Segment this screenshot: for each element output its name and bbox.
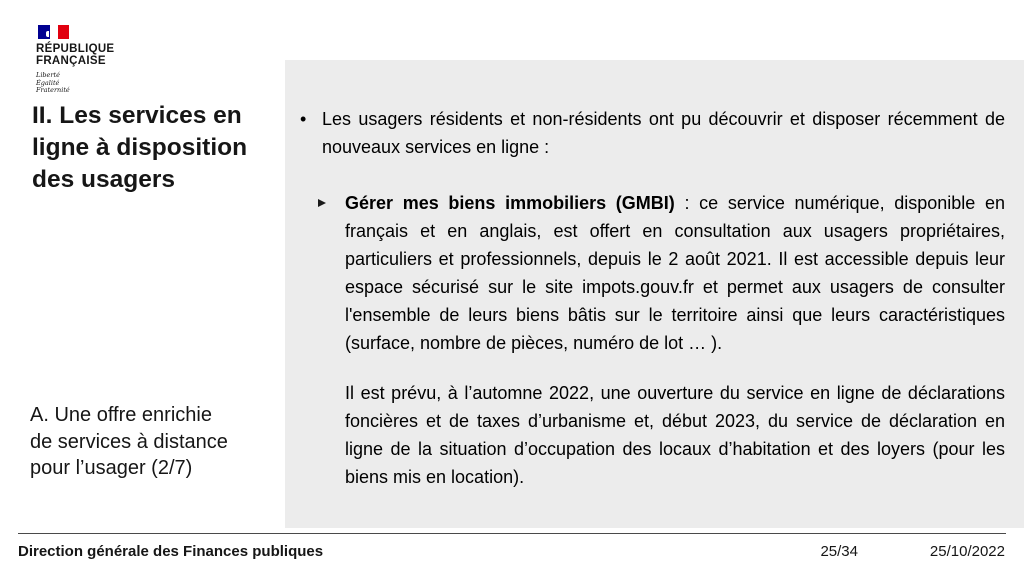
- motto-egalite: Égalité: [36, 78, 60, 87]
- logo-motto: [36, 72, 114, 95]
- gmbi-rest: : ce service numérique, disponible en français et en anglais, est offert en consultation aux usagers propriétaires, particuliers et professionnels, depuis le 2 août 2021. Il est accessible depuis leur espace sécurisé sur le site impots.gouv.fr et permet aux usagers de consulter l'ensemble de leurs biens bâtis sur le territoire ainsi que leurs caractéristiques (surface, nombre de pièces, numéro de lot … ).: [345, 193, 1006, 353]
- page-number: 25/34: [820, 543, 858, 560]
- footer-organization: Direction générale des Finances publiques: [18, 543, 324, 560]
- section-title: II. Les services en ligne à disposition des usagers: [32, 102, 248, 193]
- logo-wordmark: [36, 43, 114, 67]
- gmbi-text: [345, 189, 1005, 357]
- french-flag-icon: [38, 25, 69, 39]
- republique-francaise-logo: [36, 25, 114, 95]
- intro-text: Les usagers résidents et non-résidents ont pu découvrir et disposer récemment de nouveaux services en ligne :: [322, 109, 1005, 157]
- arrowhead-bullet-icon: [318, 189, 345, 357]
- footer-divider: [18, 533, 1006, 534]
- gmbi-bold-lead: Gérer mes biens immobiliers (GMBI): [345, 193, 675, 213]
- subsection-title: A. Une offre enrichie de services à distance pour l’usager (2/7): [30, 404, 228, 479]
- content-panel: [285, 60, 1024, 528]
- logo-line-2: FRANÇAISE: [36, 55, 106, 67]
- motto-liberte: Liberté: [36, 71, 60, 79]
- motto-fraternite: Fraternité: [36, 86, 70, 94]
- autumn-2022-paragraph: Il est prévu, à l’automne 2022, une ouverture du service en ligne de déclarations foncières et de taxes d’urbanisme et, début 2023, du service de déclaration en ligne de la situation d’occupation des locaux d’habitation et des loyers (pour les biens mis en location).: [345, 383, 1005, 487]
- bullet-icon: •: [300, 109, 307, 129]
- logo-line-1: RÉPUBLIQUE: [36, 43, 115, 55]
- bullet-item-intro: [300, 105, 1005, 161]
- slide-date: 25/10/2022: [929, 543, 1005, 560]
- sub-bullet-item-gmbi: [318, 189, 1005, 357]
